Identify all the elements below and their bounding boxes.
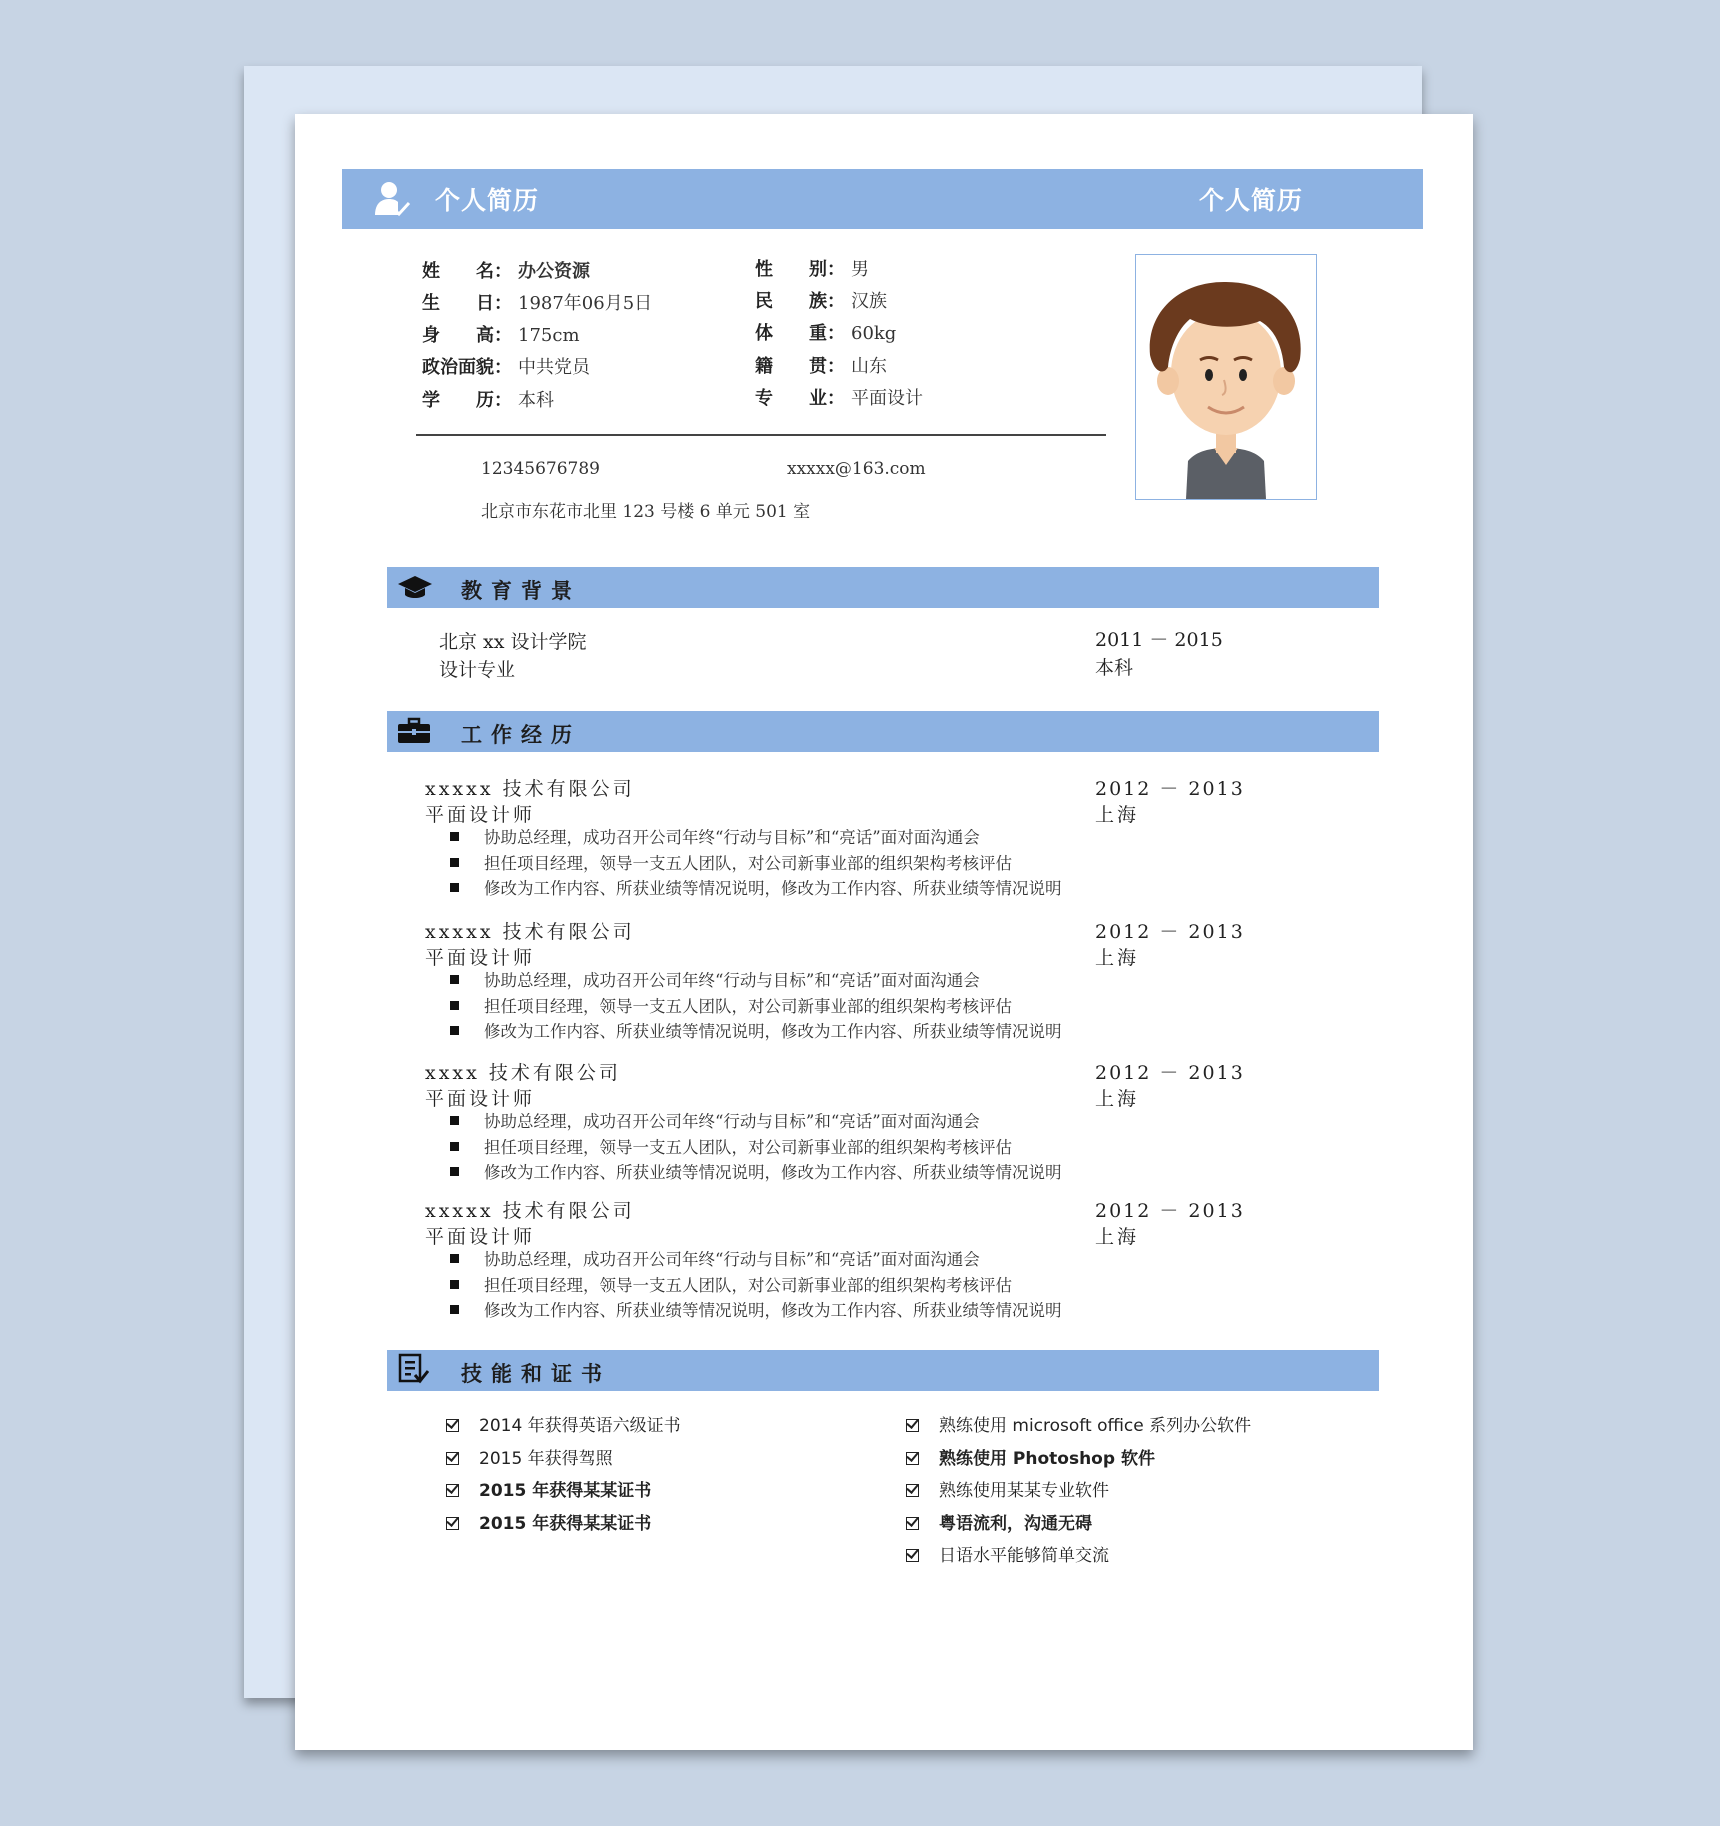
profile-photo <box>1135 254 1317 500</box>
profile-divider <box>416 434 1106 436</box>
job-company: xxxxx 技术有限公司 <box>425 1200 635 1222</box>
bullet-square-icon <box>450 1305 459 1314</box>
bullet-square-icon <box>450 1116 459 1125</box>
checkbox-icon <box>906 1419 919 1432</box>
certificate-list-icon <box>397 1353 429 1385</box>
job-years: 2012 － 2013 <box>1095 1062 1245 1084</box>
skill-item: 日语水平能够简单交流 <box>906 1541 1251 1574</box>
job-bullets <box>450 1246 1062 1323</box>
checkbox-icon <box>906 1517 919 1530</box>
job-bullet: 协助总经理，成功召开公司年终“行动与目标”和“亮话”面对面沟通会 <box>450 824 1062 850</box>
info-height: 身 高： 175cm <box>422 325 580 346</box>
info-ethnicity: 民 族： 汉族 <box>755 291 887 312</box>
job-bullet: 修改为工作内容、所获业绩等情况说明，修改为工作内容、所获业绩等情况说明 <box>450 1297 1062 1323</box>
checkbox-icon <box>446 1517 459 1530</box>
info-name: 姓 名： 办公资源 <box>422 261 590 282</box>
job-bullets <box>450 1108 1062 1185</box>
checkbox-icon <box>446 1452 459 1465</box>
skill-item: 熟练使用 Photoshop 软件 <box>906 1444 1251 1477</box>
checkbox-icon <box>906 1549 919 1562</box>
section-education-bar <box>387 567 1379 608</box>
job-company: xxxxx 技术有限公司 <box>425 921 635 943</box>
edu-degree: 本科 <box>1095 657 1134 679</box>
job-bullets <box>450 824 1062 901</box>
edu-years: 2011 － 2015 <box>1095 629 1223 651</box>
banner-title-left: 个人简历 <box>435 186 540 215</box>
bullet-square-icon <box>450 1167 459 1176</box>
info-education: 学 历： 本科 <box>422 390 554 411</box>
skill-item: 粤语流利，沟通无碍 <box>906 1509 1251 1542</box>
job-title: 平面设计师 <box>425 1088 536 1110</box>
banner-title-right: 个人简历 <box>1199 186 1304 215</box>
info-major: 专 业： 平面设计 <box>755 388 923 409</box>
job-bullet: 修改为工作内容、所获业绩等情况说明，修改为工作内容、所获业绩等情况说明 <box>450 1159 1062 1185</box>
job-title: 平面设计师 <box>425 947 536 969</box>
bullet-square-icon <box>450 975 459 984</box>
job-bullet: 修改为工作内容、所获业绩等情况说明，修改为工作内容、所获业绩等情况说明 <box>450 1018 1062 1044</box>
info-birthday: 生 日： 1987年06月5日 <box>422 293 653 314</box>
checkbox-icon <box>446 1484 459 1497</box>
bullet-square-icon <box>450 858 459 867</box>
bullet-square-icon <box>450 1001 459 1010</box>
section-education-title: 教育背景 <box>461 579 581 603</box>
bullet-square-icon <box>450 1142 459 1151</box>
resume-page <box>295 114 1473 1750</box>
section-skills-title: 技能和证书 <box>461 1362 611 1386</box>
job-city: 上海 <box>1095 1088 1140 1110</box>
checkbox-icon <box>446 1419 459 1432</box>
info-politics: 政治面貌： 中共党员 <box>422 357 590 378</box>
job-title: 平面设计师 <box>425 1226 536 1248</box>
graduation-cap-icon <box>397 573 433 601</box>
skill-item: 2015 年获得驾照 <box>446 1444 681 1477</box>
section-skills-bar <box>387 1350 1379 1391</box>
skill-item: 2014 年获得英语六级证书 <box>446 1411 681 1444</box>
section-work-bar <box>387 711 1379 752</box>
section-work-title: 工作经历 <box>461 723 581 747</box>
skills-left-list <box>446 1411 681 1541</box>
job-years: 2012 － 2013 <box>1095 1200 1245 1222</box>
info-hometown: 籍 贯： 山东 <box>755 356 887 377</box>
checkbox-icon <box>906 1452 919 1465</box>
briefcase-icon <box>397 717 431 745</box>
job-bullet: 担任项目经理，领导一支五人团队，对公司新事业部的组织架构考核评估 <box>450 1272 1062 1298</box>
job-title: 平面设计师 <box>425 804 536 826</box>
bullet-square-icon <box>450 1254 459 1263</box>
job-company: xxxxx 技术有限公司 <box>425 778 635 800</box>
job-bullets <box>450 967 1062 1044</box>
job-years: 2012 － 2013 <box>1095 921 1245 943</box>
job-bullet: 协助总经理，成功召开公司年终“行动与目标”和“亮话”面对面沟通会 <box>450 1108 1062 1134</box>
edu-major: 设计专业 <box>439 659 516 681</box>
job-company: xxxx 技术有限公司 <box>425 1062 621 1084</box>
user-check-icon <box>372 179 412 219</box>
skill-item: 熟练使用某某专业软件 <box>906 1476 1251 1509</box>
job-bullet: 协助总经理，成功召开公司年终“行动与目标”和“亮话”面对面沟通会 <box>450 967 1062 993</box>
job-bullet: 担任项目经理，领导一支五人团队，对公司新事业部的组织架构考核评估 <box>450 1134 1062 1160</box>
skills-right-list <box>906 1411 1251 1574</box>
avatar-illustration <box>1136 255 1316 499</box>
top-banner <box>342 169 1423 229</box>
contact-phone: 12345676789 <box>481 459 600 479</box>
checkbox-icon <box>906 1484 919 1497</box>
job-bullet: 协助总经理，成功召开公司年终“行动与目标”和“亮话”面对面沟通会 <box>450 1246 1062 1272</box>
job-bullet: 担任项目经理，领导一支五人团队，对公司新事业部的组织架构考核评估 <box>450 993 1062 1019</box>
skill-item: 熟练使用 microsoft office 系列办公软件 <box>906 1411 1251 1444</box>
contact-address: 北京市东花市北里 123 号楼 6 单元 501 室 <box>481 502 811 522</box>
edu-school: 北京 xx 设计学院 <box>439 631 587 653</box>
job-city: 上海 <box>1095 804 1140 826</box>
info-weight: 体 重： 60kg <box>755 323 897 344</box>
job-years: 2012 － 2013 <box>1095 778 1245 800</box>
skill-item: 2015 年获得某某证书 <box>446 1509 681 1542</box>
bullet-square-icon <box>450 1026 459 1035</box>
skill-item: 2015 年获得某某证书 <box>446 1476 681 1509</box>
bullet-square-icon <box>450 1280 459 1289</box>
bullet-square-icon <box>450 832 459 841</box>
info-gender: 性 别： 男 <box>755 259 869 280</box>
job-city: 上海 <box>1095 947 1140 969</box>
job-city: 上海 <box>1095 1226 1140 1248</box>
bullet-square-icon <box>450 883 459 892</box>
job-bullet: 担任项目经理，领导一支五人团队，对公司新事业部的组织架构考核评估 <box>450 850 1062 876</box>
contact-email: xxxxx@163.com <box>787 459 926 479</box>
job-bullet: 修改为工作内容、所获业绩等情况说明，修改为工作内容、所获业绩等情况说明 <box>450 875 1062 901</box>
